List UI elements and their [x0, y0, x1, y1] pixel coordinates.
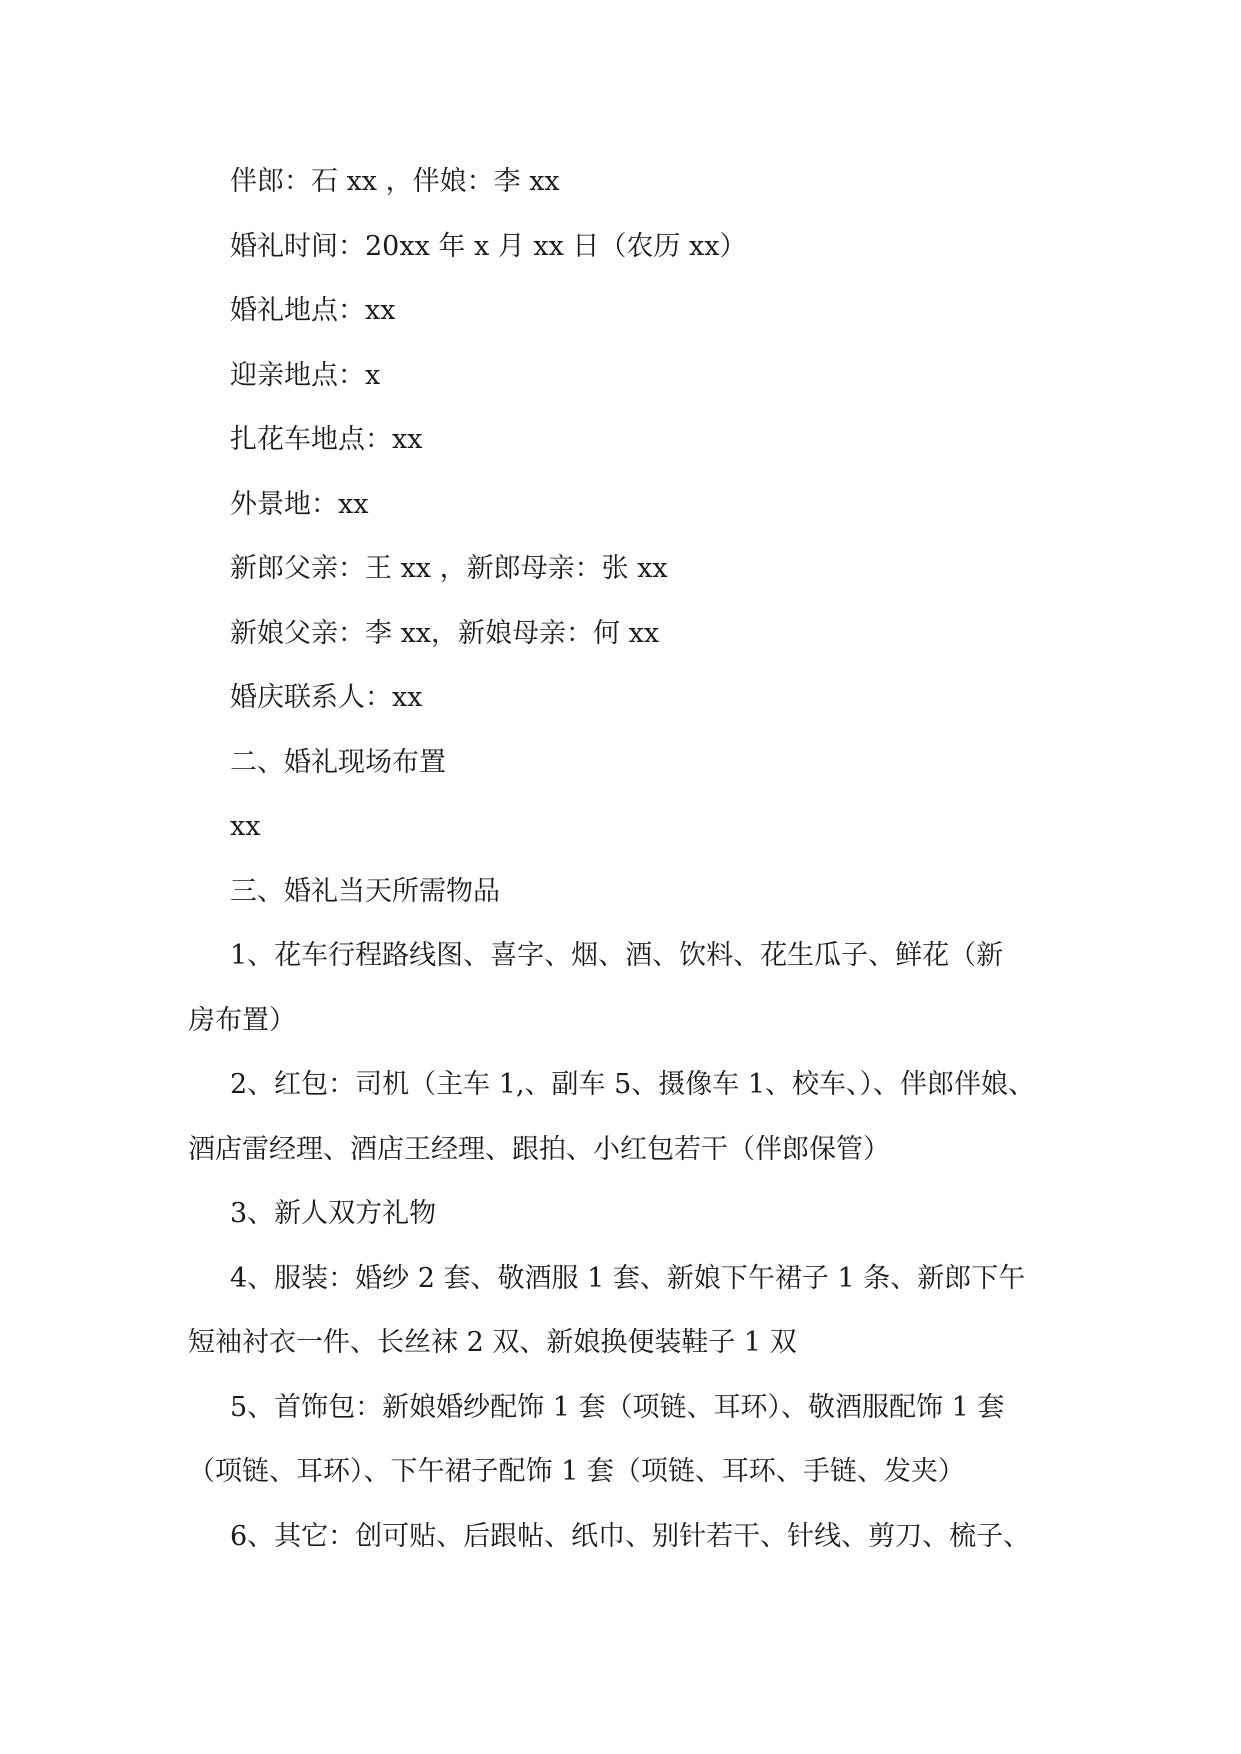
line-wedding-venue: 婚礼地点：xx — [230, 295, 396, 326]
line-wedding-time: 婚礼时间：20xx 年 x 月 xx 日（农历 xx） — [230, 230, 747, 262]
item-1-line-1: 1、花车行程路线图、喜字、烟、酒、饮料、花生瓜子、鲜花（新 — [230, 940, 1004, 971]
line-bride-parents: 新娘父亲：李 xx，新娘母亲：何 xx — [230, 617, 660, 649]
item-3-line-1: 3、新人双方礼物 — [230, 1198, 437, 1229]
line-pickup-location: 迎亲地点：x — [230, 359, 381, 391]
line-venue-setup-body: xx — [230, 811, 261, 842]
line-outdoor-location: 外景地：xx — [230, 488, 369, 520]
line-flower-car-location: 扎花车地点：xx — [230, 424, 423, 455]
line-groomsman-bridesmaid: 伴郎：石 xx ，伴娘：李 xx — [230, 166, 560, 197]
item-4-line-2: 短袖衬衣一件、长丝袜 2 双、新娘换便装鞋子 1 双 — [188, 1327, 797, 1358]
item-5-line-2: （项链、耳环）、下午裙子配饰 1 套（项链、耳环、手链、发夹） — [188, 1456, 965, 1487]
item-4-line-1: 4、服装：婚纱 2 套、敬酒服 1 套、新娘下午裙子 1 条、新郎下午 — [230, 1262, 1026, 1294]
document-body — [188, 150, 1078, 1569]
section-heading-venue-setup: 二、婚礼现场布置 — [230, 746, 446, 778]
item-5-line-1: 5、首饰包：新娘婚纱配饰 1 套（项链、耳环）、敬酒服配饰 1 套 — [230, 1391, 1005, 1423]
item-6-line-1: 6、其它：创可贴、后跟帖、纸巾、别针若干、针线、剪刀、梳子、 — [230, 1520, 1031, 1552]
line-wedding-contact: 婚庆联系人：xx — [230, 682, 423, 713]
line-groom-parents: 新郎父亲：王 xx ，新郎母亲：张 xx — [230, 553, 668, 584]
item-2-line-2: 酒店雷经理、酒店王经理、跟拍、小红包若干（伴郎保管） — [188, 1133, 890, 1165]
item-1-line-2: 房布置） — [188, 1004, 296, 1036]
item-2-line-1: 2、红包：司机（主车 1,、副车 5、摄像车 1、校车、）、伴郎伴娘、 — [230, 1069, 1036, 1100]
section-heading-required-items: 三、婚礼当天所需物品 — [230, 875, 500, 907]
